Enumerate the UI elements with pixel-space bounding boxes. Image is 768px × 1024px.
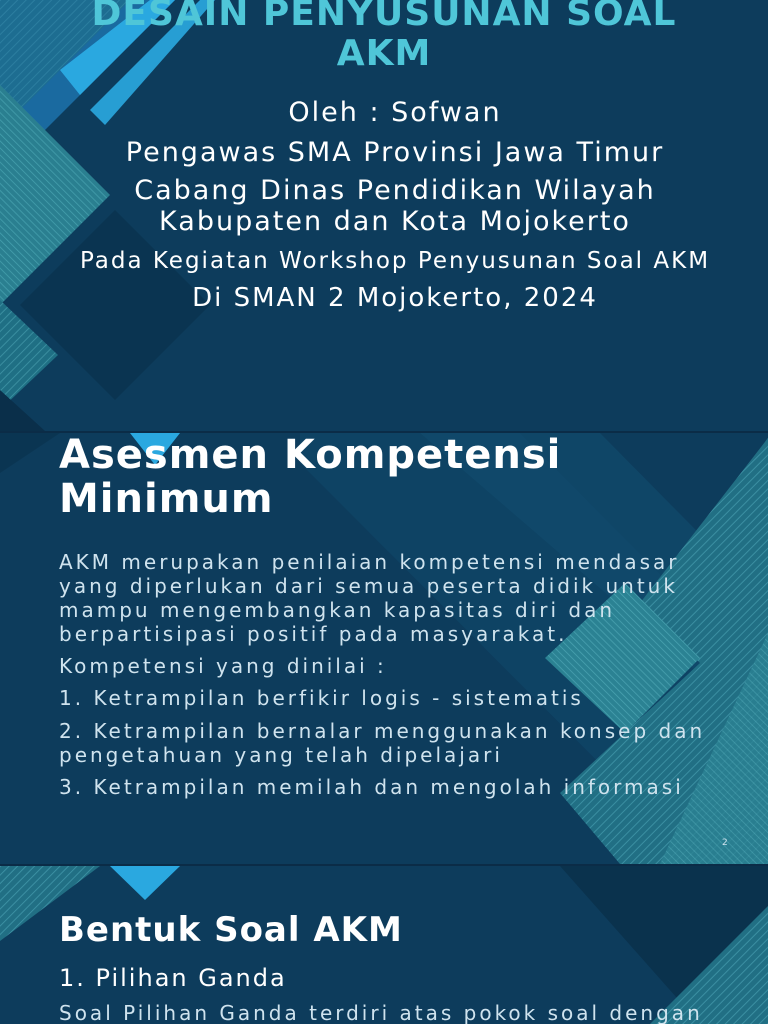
competency-item-2: [59, 719, 749, 767]
competency-intro: Kompetensi yang dinilai :: [59, 654, 387, 678]
definition-line: yang diperlukan dari semua peserta didik untuk: [59, 574, 678, 598]
office-line-2: Kabupaten dan Kota Mojokerto: [159, 206, 631, 237]
question-type-1-description: Soal Pilihan Ganda terdiri atas pokok soal dengan: [59, 1001, 703, 1024]
definition-line: mampu mengembangkan kapasitas diri dan: [59, 598, 616, 622]
slide3-title: Bentuk Soal AKM: [59, 910, 403, 950]
question-type-1: 1. Pilihan Ganda: [59, 964, 287, 992]
question-types-slide: [0, 866, 768, 1024]
title-line-2: AKM: [336, 33, 432, 74]
competency-item-3: 3. Ketrampilan memilah dan mengolah informasi: [59, 775, 684, 799]
office-line-1: Cabang Dinas Pendidikan Wilayah: [134, 175, 656, 206]
akm-definition: [59, 550, 749, 646]
author-line: Oleh : Sofwan: [288, 97, 502, 128]
place-year-line: Di SMAN 2 Mojokerto, 2024: [192, 283, 598, 313]
definition-line: berpartisipasi positif pada masyarakat.: [59, 622, 568, 646]
competency-item-2-line-2: pengetahuan yang telah dipelajari: [59, 743, 503, 767]
definition-line: AKM merupakan penilaian kompetensi mendasar: [59, 550, 680, 574]
position-line: Pengawas SMA Provinsi Jawa Timur: [125, 137, 665, 168]
title-slide: [0, 0, 768, 431]
slide2-title-line-1: Asesmen Kompetensi: [59, 433, 562, 478]
slide2-title-line-2: Minimum: [59, 476, 274, 522]
presentation-title: [0, 0, 768, 74]
competency-item-1: 1. Ketrampilan berfikir logis - sistematis: [59, 686, 584, 710]
competency-item-2-line-1: 2. Ketrampilan bernalar menggunakan konsep dan: [59, 719, 706, 743]
akm-definition-slide: [0, 433, 768, 864]
event-line: Pada Kegiatan Workshop Penyusunan Soal AKM: [79, 248, 711, 274]
title-line-1: DESAIN PENYUSUNAN SOAL: [91, 0, 677, 34]
page-number: 2: [722, 838, 728, 848]
slide2-title: [59, 433, 739, 521]
